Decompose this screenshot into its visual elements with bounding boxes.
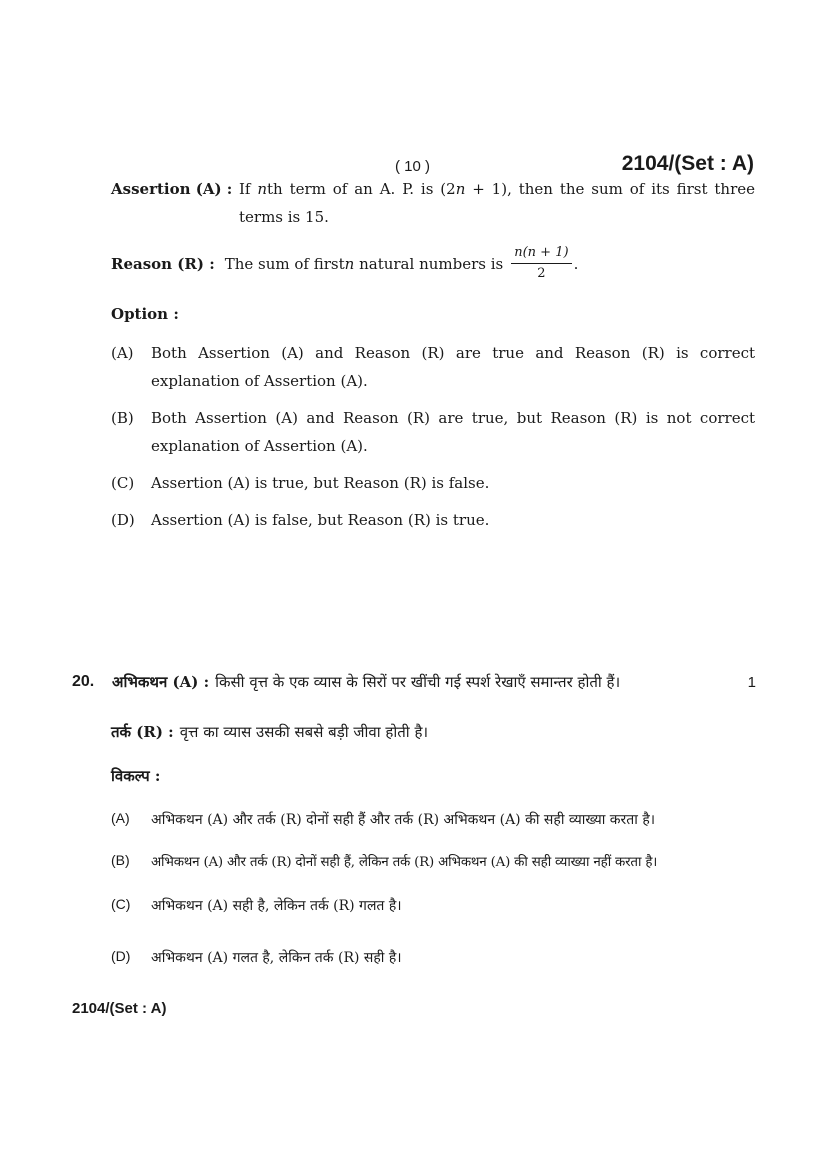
option-text: अभिकथन (A) और तर्क (R) दोनों सही हैं, लेकिन तर्क (R) अभिकथन (A) की सही व्याख्या नहीं करता है। — [151, 855, 658, 870]
page-number: ( 10 ) — [395, 158, 431, 175]
reason-text-part: natural numbers is — [354, 254, 504, 273]
fraction-denominator: 2 — [537, 266, 546, 281]
assertion-label: Assertion (A) : — [111, 180, 233, 198]
option-text-line-1: Both Assertion (A) and Reason (R) are true, but Reason (R) is not correct — [151, 409, 755, 427]
option-letter: (C) — [111, 896, 131, 912]
option-letter: (A) — [111, 344, 134, 362]
option-letter: (B) — [111, 409, 134, 427]
hindi-question-20 — [72, 672, 756, 692]
fraction — [511, 244, 571, 283]
assertion-text-part: th term of an A. P. is (2 — [267, 180, 456, 198]
assertion-text-part: If — [239, 180, 258, 198]
option-heading: Option : — [111, 305, 179, 323]
reason-label: Reason (R) : — [111, 254, 215, 273]
option-text-line-2: explanation of Assertion (A). — [151, 372, 368, 390]
assertion-line-2: terms is 15. — [239, 208, 329, 226]
header-paper-code: 2104/(Set : A) — [621, 152, 754, 175]
reason-end: . — [573, 254, 579, 273]
variable-n: n — [344, 254, 355, 273]
variable-n: n — [455, 180, 466, 198]
option-letter: (D) — [111, 948, 131, 964]
marks: 1 — [747, 673, 756, 691]
option-text: अभिकथन (A) गलत है, लेकिन तर्क (R) सही है। — [151, 950, 402, 966]
option-text: Assertion (A) is false, but Reason (R) is true. — [151, 511, 490, 529]
option-text: अभिकथन (A) सही है, लेकिन तर्क (R) गलत है। — [151, 898, 402, 914]
option-text: अभिकथन (A) और तर्क (R) दोनों सही हैं और तर्क (R) अभिकथन (A) की सही व्याख्या करता है। — [151, 812, 656, 828]
variable-n: n — [257, 180, 268, 198]
hindi-option-b — [111, 852, 761, 870]
english-option-a — [111, 339, 755, 395]
hindi-reason-text: वृत्त का व्यास उसकी सबसे बड़ी जीवा होती है। — [179, 723, 429, 741]
option-text: Assertion (A) is true, but Reason (R) is false. — [151, 474, 490, 492]
english-reason — [111, 244, 755, 283]
hindi-option-c — [111, 896, 755, 915]
question-number: 20. — [72, 673, 95, 690]
option-letter: (A) — [111, 810, 130, 826]
reason-text-part: The sum of first — [224, 254, 345, 273]
english-option-d — [111, 506, 755, 534]
option-letter: (D) — [111, 511, 135, 529]
hindi-option-a — [111, 810, 761, 829]
option-letter: (B) — [111, 852, 130, 868]
hindi-option-heading: विकल्प : — [111, 767, 161, 785]
option-letter: (C) — [111, 474, 135, 492]
option-text-line-1: Both Assertion (A) and Reason (R) are true and Reason (R) is correct — [151, 344, 755, 362]
fraction-numerator: n(n + 1) — [511, 244, 571, 264]
hindi-assertion-text: किसी वृत्त के एक व्यास के सिरों पर खींची गई स्पर्श रेखाएँ समान्तर होती हैं। — [215, 673, 621, 691]
hindi-option-d — [111, 948, 755, 967]
hindi-reason-label: तर्क (R) : — [111, 723, 174, 741]
hindi-reason — [111, 722, 755, 742]
assertion-text-part: + 1), then the sum of its first three — [465, 180, 755, 198]
english-option-c — [111, 469, 755, 497]
assertion-line-1 — [239, 175, 755, 203]
hindi-assertion-label: अभिकथन (A) : — [112, 673, 210, 691]
option-text-line-2: explanation of Assertion (A). — [151, 437, 368, 455]
english-assertion — [111, 175, 755, 231]
footer-paper-code: 2104/(Set : A) — [72, 1000, 167, 1017]
english-option-b — [111, 404, 755, 460]
